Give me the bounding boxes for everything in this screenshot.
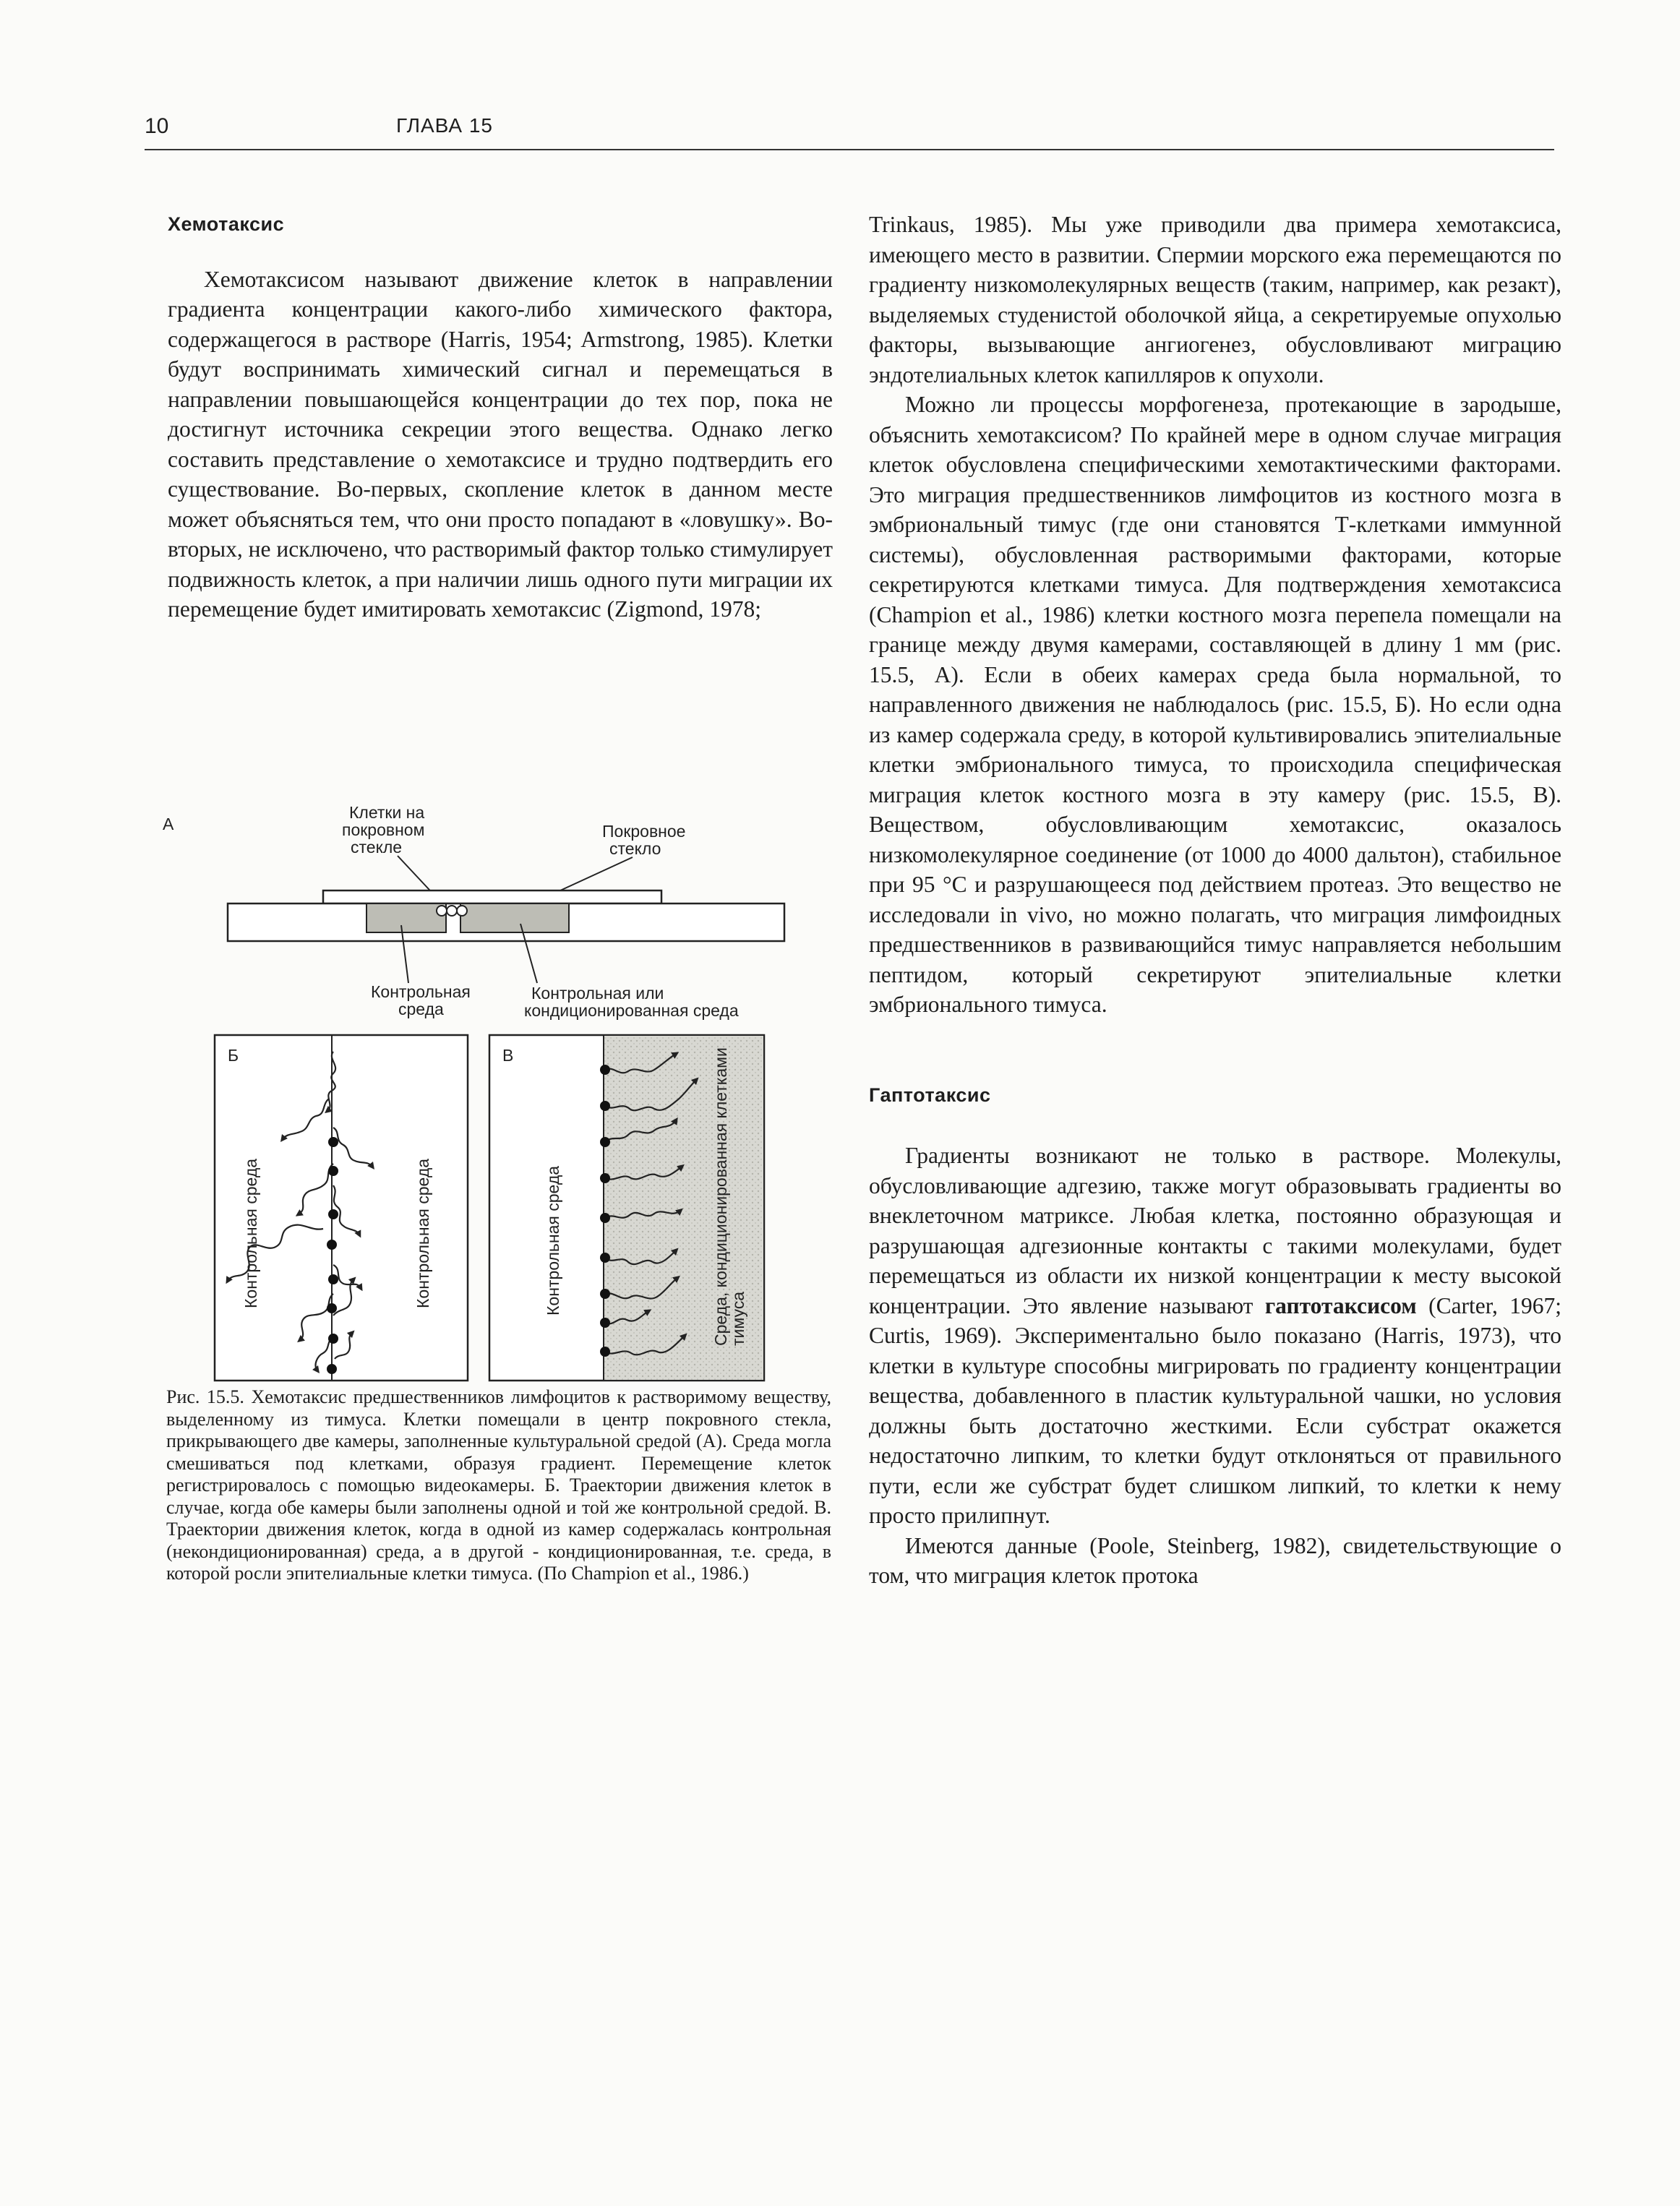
header-rule [145, 149, 1554, 150]
label-coverslip: Покровное [602, 822, 686, 841]
v-right-label: Среда, кондиционированная клетками [711, 1047, 730, 1346]
label-coverslip: стекло [609, 839, 661, 858]
figure-drawing [155, 802, 835, 1388]
b-right-label: Контрольная среда [413, 1158, 432, 1308]
label-cells: Клетки на [349, 803, 425, 822]
section-heading-haptotaxis: Гаптотаксис [869, 1083, 991, 1106]
chapter-title: ГЛАВА 15 [396, 114, 493, 137]
section-heading-chemotaxis: Хемотаксис [168, 213, 285, 235]
text-run: (Carter, 1967; Curtis, 1969). Экспериментально было показано (Harris, 1973), что клетки в культуре способны мигрировать по градиенту концентрации вещества, добавленного в пластик культуральной чашки, но условия должны быть достаточно жесткими. Если субстрат окажется недостаточно липким, то клетки будут отклоняться от правильного пути, если же субстрат будет слишком липкий, то клетки к нему просто прилипнут. [869, 1292, 1562, 1528]
page-number: 10 [145, 114, 169, 138]
right-column [869, 210, 1561, 1591]
cell-dot [437, 906, 447, 916]
label-control: среда [398, 1000, 444, 1018]
coverslip-shape [323, 890, 661, 904]
term-haptotaxis: гаптотаксисом [1264, 1292, 1417, 1318]
figure-15-5 [155, 802, 835, 1388]
v-left-label: Контрольная среда [544, 1165, 562, 1316]
cell-dot [447, 906, 457, 916]
panel-a-label: А [163, 815, 174, 833]
paragraph: Trinkaus, 1985). Мы уже приводили два примера хемотаксиса, имеющего место в развитии. Спермии морского ежа перемещаются по градиенту низкомолекулярных веществ (таким, например, как резакт), выделяемых студенистой оболочкой яйца, а секретируемые опухолью факторы, вызывающие ангиогенез, обусловливают миграцию эндотелиальных клеток капилляров к опухоли. [869, 212, 1561, 387]
paragraph: Можно ли процессы морфогенеза, протекающие в зародыше, объяснить хемотаксисом? По крайней мере в одном случае миграция клеток обусловлена специфическими хемотактическими факторами. Это миграция предшественников лимфоцитов из костного мозга в эмбриональный тимус (где они становятся Т-клетками иммунной системы), обусловленная растворимыми факторами, которые секретируются клетками тимуса. Для подтверждения хемотаксиса (Champion et al., 1986) клетки костного мозга перепела помещали на границе между двумя камерами, составляющей в длину 1 мм (рис. 15.5, А). Если в обеих камерах среда была нормальной, то направленного движения не наблюдалось (рис. 15.5, Б). Но если одна из камер содержала среду, в которой культивировались эпителиальные клетки эмбрионального тимуса, то происходила специфическая миграция клеток костного мозга в эту камеру (рис. 15.5, В). Веществом, обусловливающим хемотаксис, оказалось низкомолекулярное соединение (от 1000 до 4000 дальтон), стабильное при 95 °С и разрушающееся под действием протеаз. Это вещество не исследовали in vivo, но можно полагать, что миграция лимфоидных предшественников в развивающийся тимус направляется небольшим пептидом, который секретируют эпителиальные клетки эмбрионального тимуса. [869, 392, 1561, 1017]
label-conditioned: кондиционированная среда [524, 1001, 739, 1020]
v-right-label: тимуса [729, 1292, 747, 1346]
running-header [145, 108, 1554, 159]
left-column [168, 210, 833, 625]
cell-dot [457, 906, 467, 916]
label-conditioned: Контрольная или [531, 984, 664, 1003]
chamber-right [460, 904, 569, 932]
label-cells: стекле [351, 838, 403, 857]
paragraph [869, 1141, 1561, 1531]
label-control: Контрольная [371, 982, 471, 1001]
panel-b-label: Б [228, 1046, 239, 1065]
label-cells: покровном [342, 820, 425, 839]
figure-caption: Рис. 15.5. Хемотаксис предшественников лимфоцитов к растворимому веществу, выделенному из тимуса. Клетки помещали в центр покровного стекла, прикрывающего две камеры, заполненные культуральной средой (А). Среда могла смешиваться под клетками, образуя градиент. Перемещение клеток регистрировалось с помощью видеокамеры. Б. Траектории движения клеток в случае, когда обе камеры были заполнены одной и той же контрольной средой. В. Траектории движения клеток, когда в одной из камер содержалась контрольная (некондиционированная) среда, а в другой - кондиционированная, т.е. среда, в которой росли эпителиальные клетки тимуса. (По Champion et al., 1986.) [166, 1386, 831, 1584]
b-left-label: Контрольная среда [241, 1158, 260, 1308]
panel-v-label: В [502, 1046, 514, 1065]
paragraph: Имеются данные (Poole, Steinberg, 1982), свидетельствующие о том, что миграция клеток протока [869, 1532, 1561, 1588]
paragraph: Хемотаксисом называют движение клеток в направлении градиента концентрации какого-либо химического фактора, содержащегося в растворе (Harris, 1954; Armstrong, 1985). Клетки будут воспринимать химический сигнал и перемещаться в направлении повышающейся концентрации до тех пор, пока не достигнут источника секреции этого вещества. Однако легко составить представление о хемотаксисе и трудно подтвердить его существование. Во-первых, скопление клеток в данном месте может объясняться тем, что они просто попадают в «ловушку». Во-вторых, не исключено, что растворимый фактор только стимулирует подвижность клеток, а при наличии лишь одного пути миграции их перемещение будет имитировать хемотаксис (Zigmond, 1978; [168, 266, 833, 622]
text-run: Градиенты возникают не только в растворе. Молекулы, обусловливающие адгезию, также могут образовывать градиенты во внеклеточном матриксе. Любая клетка, постоянно образующая и разрушающая адгезионные контакты с такими молекулами, будет перемещаться из области их низкой концентрации к месту высокой концентрации. Это явление называют [869, 1143, 1561, 1318]
chamber-left [367, 904, 446, 932]
leader-line [560, 857, 633, 890]
